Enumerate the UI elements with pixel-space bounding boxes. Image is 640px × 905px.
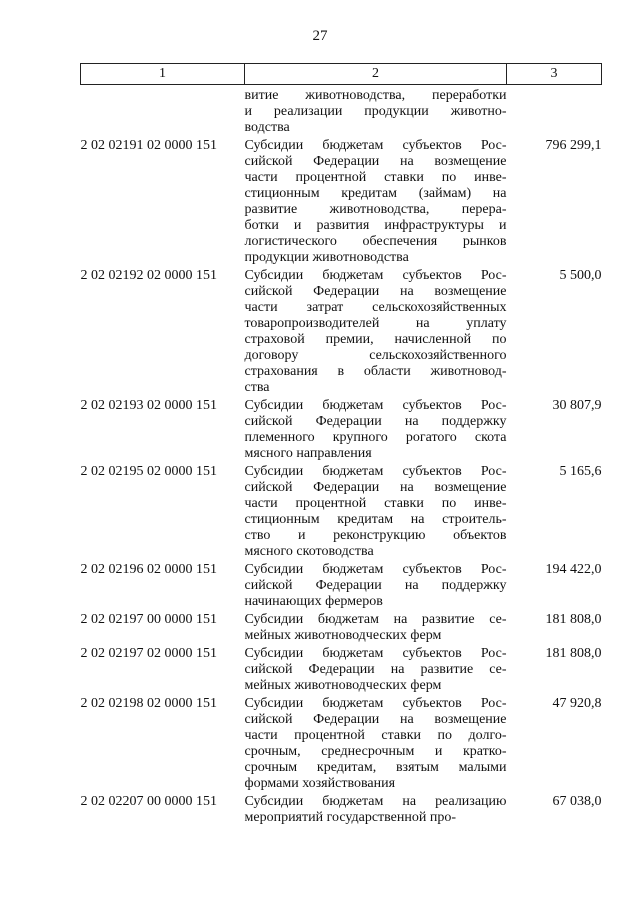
description-line: мясного направления [244,446,372,461]
description-line: Субсидии бюджетам субъектов Рос- [244,646,507,661]
amount: 5 165,6 [559,464,602,479]
description-line: племенного крупного рогатого скота [244,430,507,445]
description-line: договору сельскохозяйственного [244,348,507,363]
description-line: Субсидии бюджетам субъектов Рос- [244,138,507,153]
budget-code: 2 02 02192 02 0000 151 [80,268,217,283]
description [245,464,507,562]
budget-code [81,85,245,139]
description-line: страховой премии, начисленной по [244,332,507,347]
page-number: 27 [312,28,328,44]
description-line: сийской Федерации на возмещение [244,284,507,299]
amount: 30 807,9 [552,398,602,413]
amount: 181 808,0 [545,612,602,627]
description [245,268,507,398]
table-row [81,138,602,268]
description-line: товаропроизводителей на уплату [244,316,507,331]
description-line: сийской Федерации на возмещение [244,712,507,727]
description-line: стиционным кредитам на строитель- [244,512,507,527]
budget-code: 2 02 02207 00 0000 151 [80,794,217,809]
budget-code: 2 02 02195 02 0000 151 [80,464,217,479]
description-line: формами хозяйствования [244,776,396,791]
description-line: сийской Федерации на поддержку [244,578,507,593]
description-line: Субсидии бюджетам субъектов Рос- [244,562,507,577]
description-line: срочным, среднесрочным и кратко- [244,744,507,759]
description-line: водства [244,120,290,135]
description-line: сийской Федерации на возмещение [244,154,507,169]
column-header-description: 2 [245,64,507,85]
description-line: срочным кредитам, взятым малыми [244,760,507,775]
column-header-amount: 3 [507,64,602,85]
budget-code: 2 02 02191 02 0000 151 [80,138,217,153]
description-line: части затрат сельскохозяйственных [244,300,507,315]
table-header [81,64,602,85]
description-line: мейных животноводческих ферм [244,678,442,693]
budget-code: 2 02 02196 02 0000 151 [80,562,217,577]
table-row [81,464,602,562]
description-line: ство и реконструкцию объектов [244,528,507,543]
amount: 194 422,0 [545,562,602,577]
description-line: витие животноводства, переработки [244,88,507,103]
description-line: Субсидии бюджетам субъектов Рос- [244,464,507,479]
column-header-code: 1 [81,64,245,85]
amount: 5 500,0 [559,268,602,283]
description [245,696,507,794]
description-line: ботки и развития инфраструктуры и [244,218,507,233]
description-line: сийской Федерации на поддержку [244,414,507,429]
description-line: мероприятий государственной про- [244,810,457,825]
table-body [81,85,602,829]
description-line: логистического обеспечения рынков [244,234,507,249]
table-row [81,85,602,139]
description-line: ства [244,380,270,395]
description-line: части процентной ставки по инве- [244,496,507,511]
description-line: развитие животноводства, перера- [244,202,507,217]
description [245,398,507,464]
description-line: Субсидии бюджетам субъектов Рос- [244,696,507,711]
budget-table [80,63,602,828]
budget-code: 2 02 02193 02 0000 151 [80,398,217,413]
description-line: части процентной ставки по долго- [244,728,507,743]
budget-code: 2 02 02197 02 0000 151 [80,646,217,661]
description-line: сийской Федерации на развитие се- [244,662,507,677]
budget-code: 2 02 02198 02 0000 151 [80,696,217,711]
description [245,646,507,696]
description-line: сийской Федерации на возмещение [244,480,507,495]
description-line: и реализации продукции животно- [244,104,507,119]
table-row [81,646,602,696]
description [245,794,507,828]
description [245,612,507,646]
description-line: страхования в области животновод- [244,364,507,379]
table-row [81,696,602,794]
description-line: части процентной ставки по инве- [244,170,507,185]
description-line: мясного скотоводства [244,544,374,559]
description-line: Субсидии бюджетам на реализацию [244,794,507,809]
description-line: начинающих фермеров [244,594,383,609]
amount: 67 038,0 [552,794,602,809]
table-row [81,398,602,464]
table-row [81,562,602,612]
amount: 47 920,8 [552,696,602,711]
amount [507,85,602,139]
description-line: продукции животноводства [244,250,409,265]
description [245,85,507,139]
description [245,138,507,268]
description-line: Субсидии бюджетам на развитие се- [244,612,507,627]
description-line: Субсидии бюджетам субъектов Рос- [244,268,507,283]
table-row [81,612,602,646]
amount: 796 299,1 [545,138,602,153]
description [245,562,507,612]
description-line: мейных животноводческих ферм [244,628,442,643]
table-row [81,268,602,398]
budget-code: 2 02 02197 00 0000 151 [80,612,217,627]
table-row [81,794,602,828]
description-line: стиционным кредитам (займам) на [244,186,507,201]
amount: 181 808,0 [545,646,602,661]
description-line: Субсидии бюджетам субъектов Рос- [244,398,507,413]
